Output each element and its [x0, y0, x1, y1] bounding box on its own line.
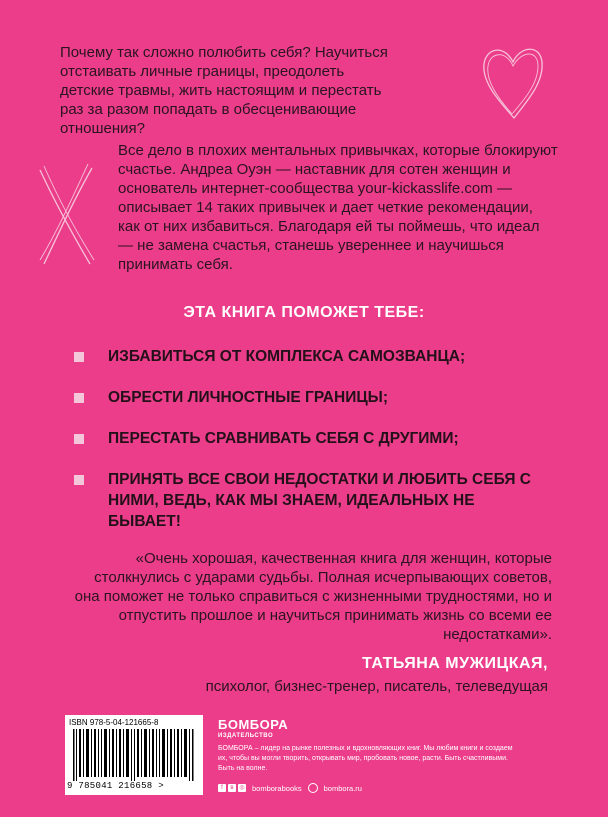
barcode [65, 715, 203, 795]
isbn-label: ISBN 978-5-04-121665-8 [69, 718, 159, 727]
publisher-subtitle: ИЗДАТЕЛЬСТВО [218, 733, 274, 739]
list-item: ИЗБАВИТЬСЯ ОТ КОМПЛЕКСА САМОЗВАНЦА; [74, 346, 534, 367]
benefits-title: ЭТА КНИГА ПОМОЖЕТ ТЕБЕ: [183, 304, 425, 321]
quote-author-role: психолог, бизнес-тренер, писатель, телеведущая [205, 678, 548, 695]
facebook-icon[interactable]: f [218, 784, 226, 792]
social-icons [218, 784, 246, 792]
bullet-square-icon [74, 393, 84, 403]
description-paragraph: Все дело в плохих ментальных привычках, которые блокируют счастье. Андреа Оуэн — наставник для сотен женщин и основатель интернет-сообщества your-kickasslife.com — описывает 14 таких привычек и дает четкие рекомендации, как от них избавиться. Благодаря ей ты поймешь, что идеал — не замена счастья, станешь увереннее и научишься принимать себя. [118, 142, 558, 273]
instagram-icon[interactable]: ◎ [239, 785, 245, 791]
globe-icon [308, 783, 318, 793]
quote-author: ТАТЬЯНА МУЖИЦКАЯ, [362, 655, 548, 672]
publisher-description: БОМБОРА – лидер на рынке полезных и вдохновляющих книг. Мы любим книги и создаем их, чтобы вы могли творить, открывать мир, пробовать новое, расти. Быть счастливыми. Быть на волне. [218, 745, 513, 772]
cross-doodle-icon [34, 160, 98, 270]
review-quote: «Очень хорошая, качественная книга для женщин, которые столкнулись с ударами судьбы. Полная исчерпывающих советов, она поможет не только справиться с жизненными трудностями, но и отпустить прошлое и научиться принимать жизнь со всеми ее недостатками». [74, 550, 552, 643]
vk-icon[interactable]: в [228, 784, 236, 792]
barcode-number: 9 785041 216658 > [67, 781, 164, 791]
list-item: ПРИНЯТЬ ВСЕ СВОИ НЕДОСТАТКИ И ЛЮБИТЬ СЕБЯ С НИМИ, ВЕДЬ, КАК МЫ ЗНАЕМ, ИДЕАЛЬНЫХ НЕ БЫВАЕТ! [74, 469, 534, 532]
list-item: ОБРЕСТИ ЛИЧНОСТНЫЕ ГРАНИЦЫ; [74, 387, 534, 408]
list-item: ПЕРЕСТАТЬ СРАВНИВАТЬ СЕБЯ С ДРУГИМИ; [74, 428, 534, 449]
social-handle[interactable]: bomborabooks [252, 783, 302, 793]
publisher-social [218, 783, 538, 793]
publisher-logo: БОМБОРА [218, 717, 289, 732]
intro-paragraph: Почему так сложно полюбить себя? Научиться отстаивать личные границы, преодолеть детские травмы, жить настоящим и перестать раз за разом попадать в обесценивающие отношения? [60, 44, 388, 137]
bullet-square-icon [74, 475, 84, 485]
bullet-square-icon [74, 352, 84, 362]
barcode-bars [73, 729, 197, 781]
heart-doodle-icon [478, 40, 548, 122]
bullet-square-icon [74, 434, 84, 444]
publisher-site[interactable]: bombora.ru [323, 783, 362, 793]
benefits-list [74, 346, 534, 552]
